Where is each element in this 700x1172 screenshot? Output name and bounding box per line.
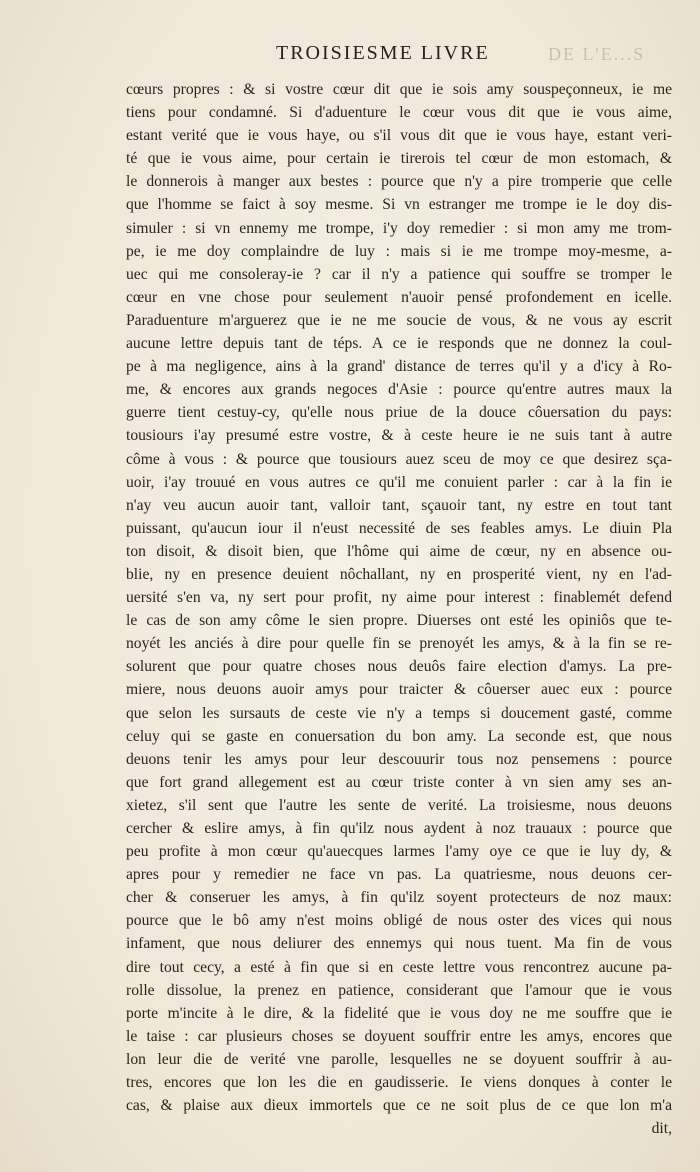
text-line: uersité s'en va, ny sert pour profit, ny aime pour interest : finablemét defend [126, 589, 672, 607]
text-line: le taise : car plusieurs choses se doyuent souffrir entre les amys, encores que [126, 1027, 672, 1045]
text-line: noyét les anciés à dire pour quelle fin se prenoyét les amys, & à la fin se re- [126, 635, 672, 653]
text-line: cœur en vne chose pour seulement n'auoir pensé profondement en icelle. [126, 288, 672, 306]
text-line: porte m'incite à le dire, & la fidelité que ie vous doy ne me souffre que ie [126, 1004, 672, 1022]
text-line: blie, ny en presence deuient nôchallant, ny en prosperité vient, ny en l'ad- [126, 565, 672, 583]
text-line: cœurs propres : & si vostre cœur dit que ie sois amy souspeçonneux, ie me [126, 81, 672, 98]
bleed-through-text: DE L'E...S [548, 44, 646, 64]
text-line: cas, & plaise aux dieux immortels que ce ne soit plus de ce que lon m'a [126, 1097, 672, 1115]
text-line: lon leur die de verité vne parolle, lesquelles ne se doyuent souffrir à au- [126, 1050, 672, 1068]
text-line: que fort grand allegement est au cœur triste conter à vn sien amy ses an- [126, 773, 672, 791]
body-text [126, 78, 672, 1140]
text-line: uoir, i'ay trouué en vous autres ce qu'il me conuient parler : car à la fin ie [126, 473, 672, 491]
text-line: peu profite à mon cœur qu'auecques larmes l'amy oye ce que ie luy dy, & [126, 843, 672, 861]
text-line: tousiours i'ay presumé estre vostre, & à ceste heure ie ne suis tant à autre [126, 427, 672, 445]
text-line: dire tout cecy, a esté à fin que si en ceste lettre vous rencontrez aucune pa- [126, 958, 672, 976]
text-line: puissant, qu'aucun iour il n'eust necessité de ses feables amys. Le diuin Pla [126, 519, 672, 537]
text-line: xietez, s'il sent que l'autre les sente de verité. La troisiesme, nous deuons [126, 796, 672, 814]
text-line: infament, que nous deliurer des ennemys qui nous tuent. Ma fin de vous [126, 935, 672, 953]
text-line: pe à ma negligence, ains à la grand' distance de terres qu'il y a d'icy à Ro- [126, 358, 672, 376]
text-line: Paraduenture m'arguerez que ie ne me soucie de vous, & ne vous ay escrit [126, 311, 672, 329]
text-line: apres pour y remedier ne face vn pas. La quatriesme, nous deuons cer- [126, 866, 672, 884]
text-line: côme à vous : & pource que tousiours auez sceu de moy ce que desirez sça- [126, 450, 672, 468]
text-line: celuy qui se gaste en conuersation du bon amy. La seconde est, que nous [126, 727, 672, 745]
text-line: le cas de son amy côme le sien propre. Diuerses ont esté les opiniôs que te- [126, 612, 672, 630]
text-line: pe, ie me doy complaindre de luy : mais si ie me trompe moy-mesme, a- [126, 242, 672, 260]
text-line: tres, encores que lon les die en gaudisserie. Ie viens donques à conter le [126, 1074, 672, 1092]
text-line: que l'homme se faict à soy mesme. Si vn estranger me trompe ie le doy dis- [126, 196, 672, 214]
text-line: miere, nous deuons auoir amys pour traicter & côuerser auec eux : pource [126, 681, 672, 699]
text-line: solurent que pour quatre choses nous deuôs faire election d'amys. La pre- [126, 658, 672, 676]
text-line: le donnerois à manger aux bestes : pource que n'y a pire tromperie que celle [126, 173, 672, 191]
text-line: pource que le bô amy n'est moins obligé de nous oster des vices qui nous [126, 912, 672, 930]
text-line: guerre tient cestuy-cy, qu'elle nous priue de la douce côuersation du pays: [126, 404, 672, 422]
text-line: n'ay veu aucun auoir tant, valloir tant, sçauoir tant, ny estre en tout tant [126, 496, 672, 514]
text-line: uec qui me consoleray-ie ? car il n'y a patience qui souffre se tromper le [126, 265, 672, 283]
text-line: estant verité que ie vous haye, ou s'il vous dit que ie vous haye, estant veri- [126, 127, 672, 145]
text-line: me, & encores aux grands negoces d'Asie : pource qu'entre autres maux la [126, 381, 672, 399]
text-line: dit, [651, 1120, 672, 1138]
text-line: tiens pour condamné. Si d'aduenture le cœur vous dit que ie vous aime, [126, 104, 672, 122]
text-line: cher & conseruer les amys, à fin qu'ilz soyent protecteurs de noz maux: [126, 889, 672, 907]
text-line: deuons tenir les amys pour leur descouurir tous noz pensemens : pource [126, 750, 672, 768]
text-line: aucune lettre depuis tant de téps. A ce ie responds que ne donnez la coul- [126, 335, 672, 353]
text-line: rolle dissolue, la prenez en patience, considerant que l'amour que ie vous [126, 981, 672, 999]
running-head: TROISIESME LIVRE [276, 42, 490, 64]
text-line: té que ie vous aime, pour certain ie tirerois tel cœur de mon estomach, & [126, 150, 672, 168]
text-line: que selon les sursauts de ceste vie n'y a temps si doucement gasté, comme [126, 704, 672, 722]
text-line: cercher & eslire amys, à fin qu'ilz nous aydent à noz trauaux : pource que [126, 820, 672, 837]
text-line: ton disoit, & disoit bien, que l'hôme qui aime de cœur, ny en absence ou- [126, 542, 672, 560]
text-line: simuler : si vn ennemy me trompe, i'y doy remedier : si mon amy me trom- [126, 219, 672, 237]
